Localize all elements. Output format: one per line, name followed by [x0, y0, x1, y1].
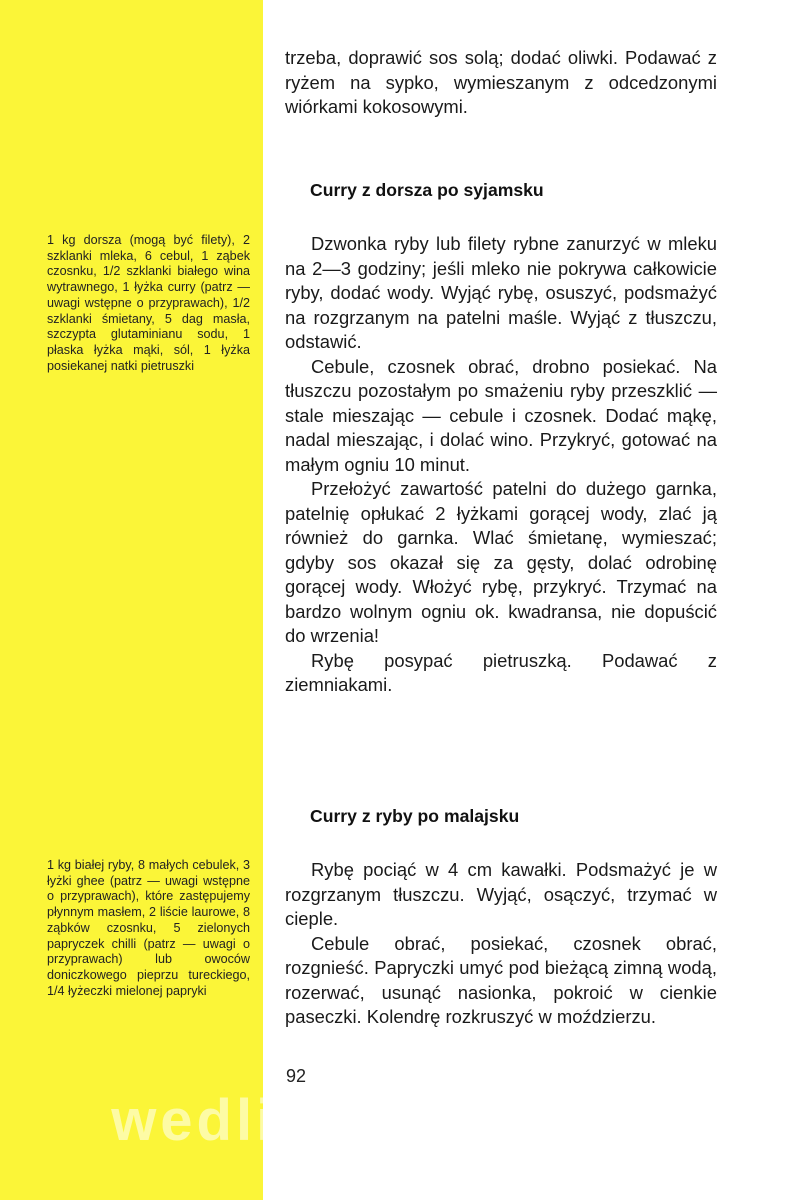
recipe1-paragraph: Cebule, czosnek obrać, drobno posiekać. Na tłuszczu pozostałym po smażeniu ryby przeszklić — stale mieszając — cebule i czosnek. Dodać mąkę, nadal mieszając, i dolać wino. Przykryć, gotować na małym ogniu 10 minut.	[285, 355, 717, 475]
recipe1-ingredients-text: 1 kg dorsza (mogą być filety), 2 szklanki mleka, 6 cebul, 1 ząbek czosnku, 1/2 szklanki białego wina wytrawnego, 1 łyżka curry (patrz — uwagi wstępne o przyprawach), 1/2 szklanki śmietany, 5 dag masła, szczypta glutaminianu sodu, 1 płaska łyżka mąki, sól, 1 łyżka posiekanej natki pietruszki	[47, 233, 250, 373]
recipe1-paragraph: Rybę posypać pietruszką. Podawać z ziemniakami.	[285, 649, 717, 695]
recipe1-paragraph: Przełożyć zawartość patelni do dużego garnka, patelnię opłukać 2 łyżkami gorącej wody, zlać ją również do garnka. Wlać śmietanę, wymieszać; gdyby sos okazał się za gęsty, dolać odrobinę gorącej wody. Włożyć rybę, przykryć. Trzymać na bardzo wolnym ogniu ok. kwadransa, nie dopuścić do wrzenia!	[285, 478, 717, 646]
watermark: wedlinydomowe.pl	[111, 1088, 691, 1153]
recipe1-ingredients	[47, 233, 250, 374]
recipe2-paragraph: Cebule obrać, posiekać, czosnek obrać, rozgnieść. Papryczki umyć pod bieżącą zimną wodą, rozerwać, usunąć nasionka, pokroić w cienkie paseczki. Kolendrę rozkruszyć w moździerzu.	[285, 932, 717, 1027]
recipe2-ingredients-text: 1 kg białej ryby, 8 małych cebulek, 3 łyżki ghee (patrz — uwagi wstępne o przyprawach), które zastępujemy płynnym masłem, 2 liście laurowe, 8 ząbków czosnku, 5 zielonych papryczek chilli (patrz — uwagi o przyprawach) lub owoców doniczkowego pieprzu tureckiego, 1/4 łyżeczki mielonej papryki	[47, 858, 250, 998]
recipe1-title: Curry z dorsza po syjamsku	[310, 180, 544, 200]
recipe1-paragraph: Dzwonka ryby lub filety rybne zanurzyć w mleku na 2—3 godziny; jeśli mleko nie pokrywa całkowicie ryby, dodać wody. Wyjąć rybę, osuszyć, podsmażyć na rozgrzanym na patelni maśle. Wyjąć z tłuszczu, odstawić.	[285, 233, 717, 352]
intro-text: trzeba, doprawić sos solą; dodać oliwki. Podawać z ryżem na sypko, wymieszanym z odcedzonymi wiórkami kokosowymi.	[285, 47, 717, 117]
recipe2-title: Curry z ryby po malajsku	[310, 806, 520, 826]
intro-paragraph	[285, 46, 717, 120]
recipe2-paragraph: Rybę pociąć w 4 cm kawałki. Podsmażyć je w rozgrzanym tłuszczu. Wyjąć, osączyć, trzymać w cieple.	[285, 859, 717, 929]
recipe1-instructions	[285, 232, 717, 698]
recipe2-ingredients	[47, 858, 250, 999]
page-number: 92	[286, 1066, 307, 1086]
recipe2-instructions	[285, 858, 717, 1030]
